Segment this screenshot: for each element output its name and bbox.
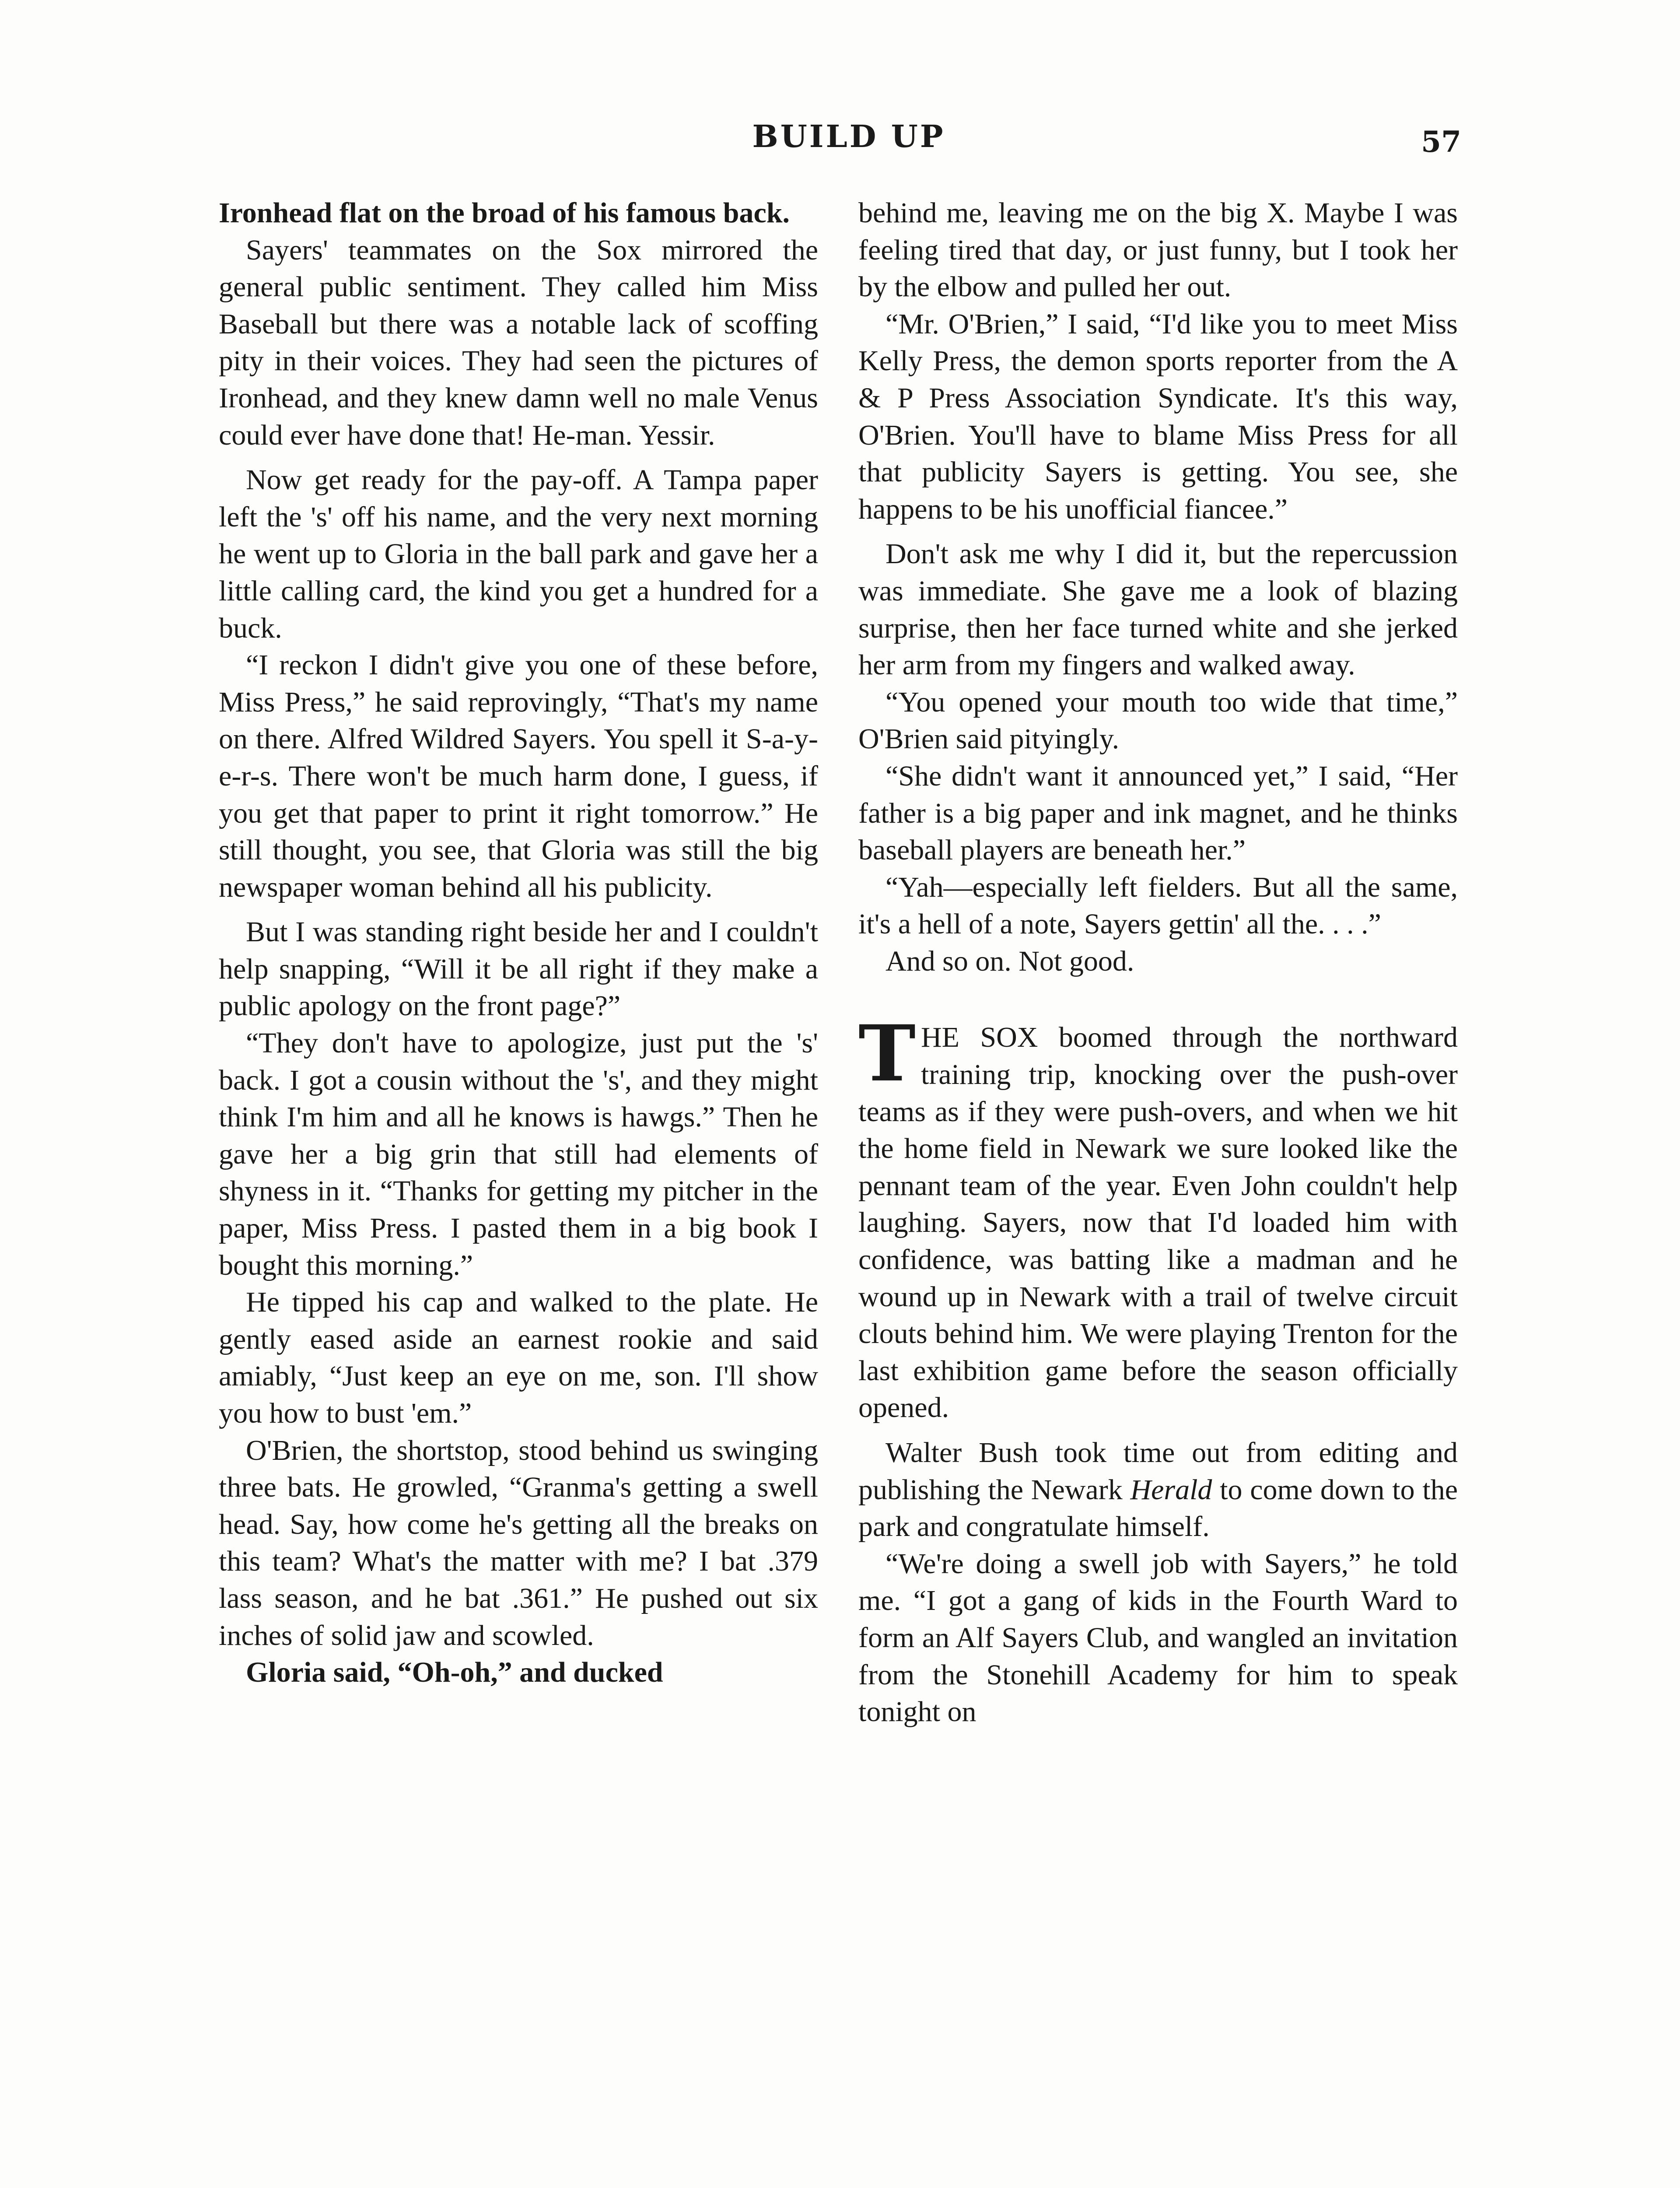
right-column	[858, 195, 1458, 1731]
paragraph-text: Walter Bush took time out from editing and publishing the Newark	[858, 1437, 1458, 1506]
paragraph: But I was standing right beside her and I couldn't help snapping, “Will it be all right if they make a public apology on the front page?”	[219, 916, 818, 1022]
paragraph: “Yah—especially left fielders. But all the same, it's a hell of a note, Sayers gettin' all the. . . .”	[858, 871, 1458, 940]
paragraph: “They don't have to apologize, just put the 's' back. I got a cousin without the 's', and they might think I'm him and all he knows is hawgs.” Then he gave her a big grin that still had elements of shyness in it. “Thanks for getting my pitcher in the paper, Miss Press. I pasted them in a big book I bought this morning.”	[219, 1027, 818, 1281]
paragraph: “Mr. O'Brien,” I said, “I'd like you to meet Miss Kelly Press, the demon sports reporter from the A & P Press Association Syndicate. It's this way, O'Brien. You'll have to blame Miss Press for all that publicity Sayers is getting. You see, she happens to be his unofficial fiancee.”	[858, 308, 1458, 525]
paragraph: And so on. Not good.	[886, 945, 1134, 977]
paragraph: “She didn't want it announced yet,” I said, “Her father is a big paper and ink magnet, and he thinks baseball players are beneath her.”	[858, 760, 1458, 866]
paragraph-text: HE SOX boomed through the northward training trip, knocking over the push-over teams as if they were push-overs, and when we hit the home field in Newark we sure looked like the pennant team of the year. Even John couldn't help laughing. Sayers, now that I'd loaded him with confidence, was batting like a madman and he wound up in Newark with a trail of twelve circuit clouts behind him. We were playing Trenton for the last exhibition game before the season officially opened.	[858, 1021, 1458, 1424]
paragraph: O'Brien, the shortstop, stood behind us swinging three bats. He growled, “Granma's getting a swell head. Say, how come he's getting all the breaks on this team? What's the matter with me? I bat .379 lass season, and he bat .361.” He pushed out six inches of solid jaw and scowled.	[219, 1434, 818, 1652]
paragraph: “You opened your mouth too wide that time,” O'Brien said pityingly.	[858, 686, 1458, 755]
paragraph: “I reckon I didn't give you one of these before, Miss Press,” he said reprovingly, “That's my name on there. Alfred Wildred Sayers. You spell it S-a-y-e-r-s. There won't be much harm done, I guess, if you get that paper to print it right tomorrow.” He still thought, you see, that Gloria was still the big newspaper woman behind all his publicity.	[219, 649, 818, 903]
paragraph: Ironhead flat on the broad of his famous back.	[219, 197, 790, 229]
page-number: 57	[1421, 125, 1461, 159]
paragraph: “We're doing a swell job with Sayers,” he told me. “I got a gang of kids in the Fourth Ward to form an Alf Sayers Club, and wangled an invitation from the Stonehill Academy for him to speak tonight on	[858, 1547, 1458, 1728]
drop-cap-letter: T	[858, 1008, 916, 1099]
running-title: BUILD UP	[752, 118, 945, 154]
paragraph: behind me, leaving me on the big X. Maybe I was feeling tired that day, or just funny, but I took her by the elbow and pulled her out.	[858, 197, 1458, 303]
paragraph-text: to come down to the park and congratulate himself.	[858, 1473, 1458, 1543]
paragraph: Now get ready for the pay-off. A Tampa paper left the 's' off his name, and the very next morning he went up to Gloria in the ball park and gave her a little calling card, the kind you get a hundred for a buck.	[219, 464, 818, 644]
paragraph	[858, 1434, 1458, 1546]
paragraph: Gloria said, “Oh-oh,” and ducked	[246, 1656, 663, 1689]
paragraph: Don't ask me why I did it, but the repercussion was immediate. She gave me a look of blazing surprise, then her face turned white and she jerked her arm from my fingers and walked away.	[858, 538, 1458, 681]
newspaper-name: Herald	[1130, 1473, 1212, 1506]
paragraph: He tipped his cap and walked to the plate. He gently eased aside an earnest rookie and said amiably, “Just keep an eye on me, son. I'll show you how to bust 'em.”	[219, 1286, 818, 1429]
paragraph: Sayers' teammates on the Sox mirrored the general public sentiment. They called him Miss Baseball but there was a notable lack of scoffing pity in their voices. They had seen the pictures of Ironhead, and they knew damn well no male Venus could ever have done that! He-man. Yessir.	[219, 234, 818, 451]
left-column	[219, 195, 818, 1691]
section-opening-paragraph	[858, 1008, 1458, 1427]
